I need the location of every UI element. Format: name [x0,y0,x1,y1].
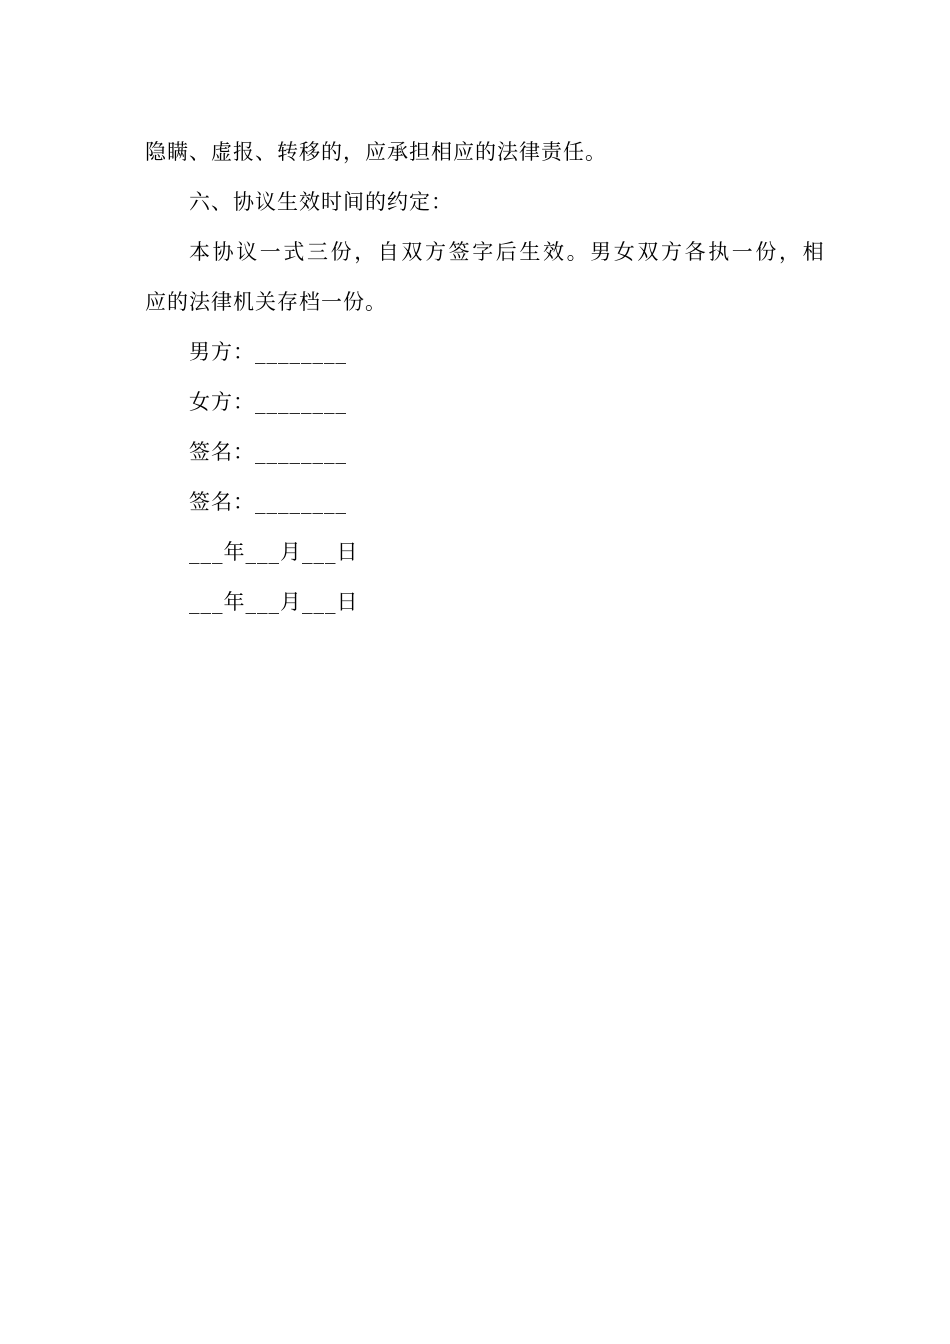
section-heading-six: 六、协议生效时间的约定： [189,190,453,214]
paragraph-copies-line-1: 本协议一式三份，自双方签字后生效。男女双方各执一份，相 [189,240,827,264]
paragraph-copies-line-2: 应的法律机关存档一份。 [145,290,387,314]
signature-field-1: 签名：________ [189,440,347,464]
date-field-2: ___年___月___日 [189,590,359,614]
paragraph-continuation: 隐瞒、虚报、转移的，应承担相应的法律责任。 [145,140,607,164]
date-field-1: ___年___月___日 [189,540,359,564]
female-party-field: 女方：________ [189,390,347,414]
signature-field-2: 签名：________ [189,490,347,514]
male-party-field: 男方：________ [189,340,347,364]
